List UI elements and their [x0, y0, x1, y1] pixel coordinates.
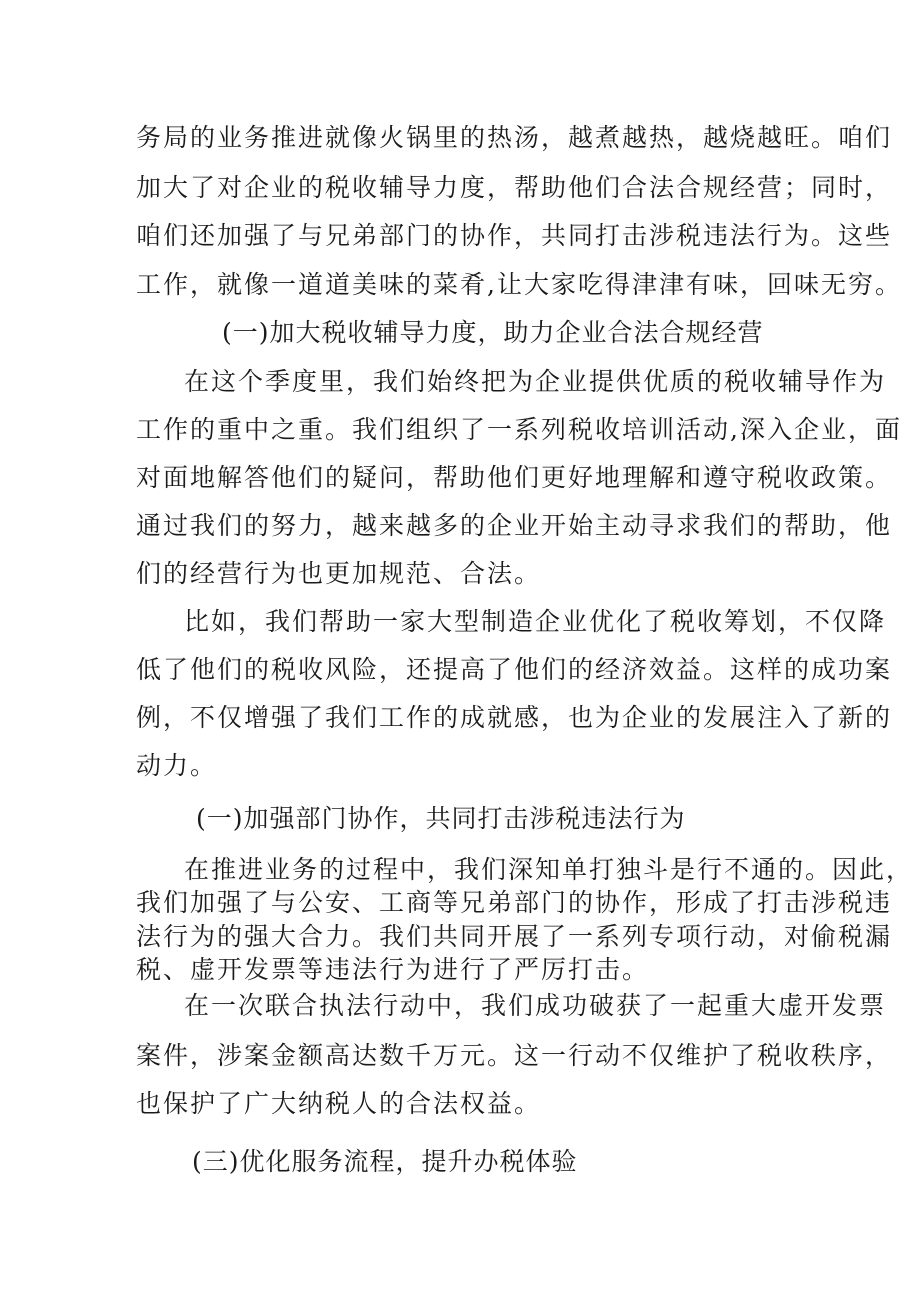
section-1-para-1-line-5: 们的经营行为也更加规范、合法。 [136, 559, 542, 588]
section-1-para-2-line-4: 动力。 [136, 751, 218, 780]
intro-line-3: 咱们还加强了与兄弟部门的协作，共同打击涉税违法行为。这些 [136, 221, 893, 250]
section-1-para-1-line-2: 工作的重中之重。我们组织了一系列税收培训活动,深入企业，面 [136, 415, 902, 444]
section-1-para-2-line-1: 比如，我们帮助一家大型制造企业优化了税收筹划，不仅降 [184, 607, 887, 636]
section-2-para-1-line-4: 税、虚开发票等违法行为进行了严厉打击。 [136, 955, 650, 984]
section-2-para-2-line-3: 也保护了广大纳税人的合法权益。 [136, 1089, 542, 1118]
section-2-para-1-line-3: 法行为的强大合力。我们共同开展了一系列专项行动，对偷税漏 [136, 922, 893, 951]
section-2-para-1-line-2: 我们加强了与公安、工商等兄弟部门的协作，形成了打击涉税违 [136, 888, 893, 917]
section-2-para-2-line-2: 案件，涉案金额高达数千万元。这一行动不仅维护了税收秩序， [136, 1041, 893, 1070]
section-2-para-1-line-1: 在推进业务的过程中，我们深知单打独斗是行不通的。因此， [184, 855, 914, 884]
section-1-para-2-line-2: 低了他们的税收风险，还提高了他们的经济效益。这样的成功案 [136, 655, 893, 684]
section-1-para-1-line-3: 对面地解答他们的疑问，帮助他们更好地理解和遵守税收政策。 [136, 463, 893, 492]
intro-line-2: 加大了对企业的税收辅导力度，帮助他们合法合规经营；同时， [136, 173, 893, 202]
intro-line-4: 工作，就像一道道美味的菜肴,让大家吃得津津有味，回味无穷。 [136, 270, 902, 299]
section-1-heading: (一)加大税收辅导力度，助力企业合法合规经营 [222, 318, 764, 347]
intro-line-1: 务局的业务推进就像火锅里的热汤，越煮越热，越烧越旺。咱们 [136, 123, 893, 152]
section-2-para-2-line-1: 在一次联合执法行动中，我们成功破获了一起重大虚开发票 [184, 991, 887, 1020]
section-1-para-1-line-1: 在这个季度里，我们始终把为企业提供优质的税收辅导作为 [184, 367, 887, 396]
section-3-heading: (三)优化服务流程，提升办税体验 [192, 1147, 578, 1176]
section-1-para-2-line-3: 例，不仅增强了我们工作的成就感，也为企业的发展注入了新的 [136, 703, 893, 732]
section-1-para-1-line-4: 通过我们的努力，越来越多的企业开始主动寻求我们的帮助，他 [136, 511, 893, 540]
section-2-heading: (一)加强部门协作，共同打击涉税违法行为 [196, 804, 686, 833]
